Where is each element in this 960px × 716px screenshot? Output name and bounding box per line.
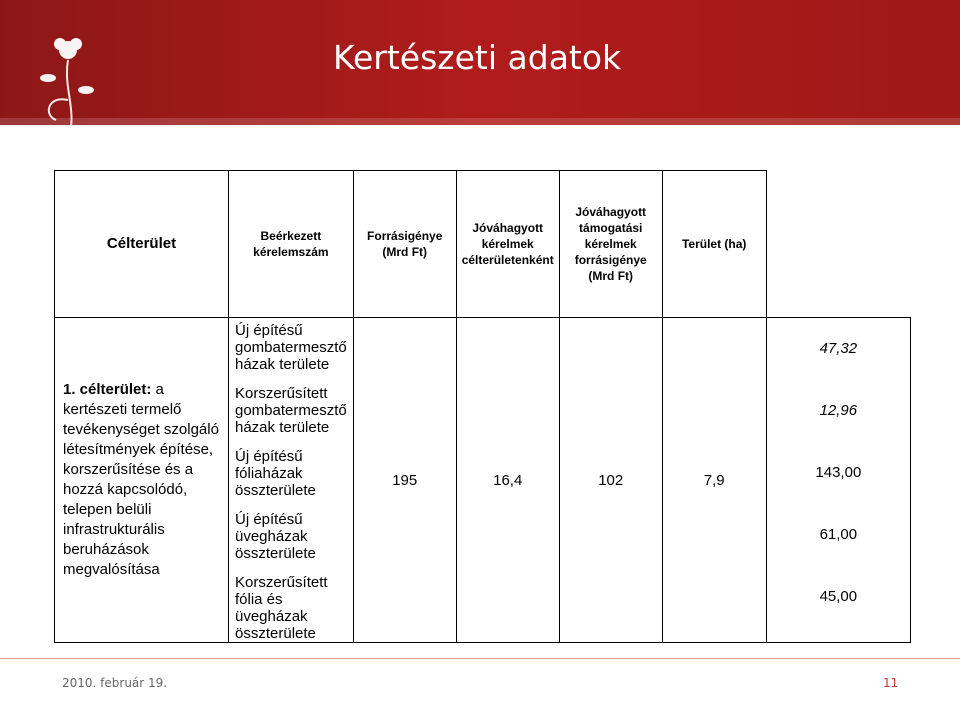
slide-header <box>0 0 960 125</box>
page-number: 11 <box>883 676 899 690</box>
received-applications-value: 195 <box>353 318 456 643</box>
area-value: 47,32 <box>819 340 858 357</box>
area-value: 143,00 <box>815 464 862 481</box>
table-row <box>55 318 911 643</box>
subcategory-item: Új építésű gombatermesztő házak területe <box>235 322 347 373</box>
header-area: Terület (ha) <box>662 171 766 318</box>
goal-description <box>55 318 229 643</box>
subcategory-item: Új építésű üvegházak összterülete <box>235 511 316 562</box>
subcategory-list <box>229 318 354 643</box>
subcategory-item: Korszerűsített gombatermesztő házak területe <box>235 385 347 436</box>
header-funding-need: Forrásigénye (Mrd Ft) <box>353 171 456 318</box>
footer-date: 2010. február 19. <box>62 676 168 690</box>
goal-text: a kertészeti termelő tevékenységet szolgáló létesítmények építése, korszerűsítése és a hozzá kapcsolódó, telepen belüli infrastrukturális beruházások megvalósítása <box>63 381 219 578</box>
approved-applications-value: 102 <box>559 318 662 643</box>
approved-funding-value: 7,9 <box>662 318 766 643</box>
area-value: 12,96 <box>819 402 858 419</box>
header-target-area: Célterület <box>55 171 229 318</box>
area-value: 61,00 <box>819 526 858 543</box>
table-header-row <box>55 171 911 318</box>
subcategory-item: Korszerűsített fólia és üvegházak összterülete <box>235 574 328 642</box>
slide-title: Kertészeti adatok <box>333 38 622 77</box>
area-value: 45,00 <box>819 588 858 605</box>
subcategory-item: Új építésű fóliaházak összterülete <box>235 448 316 499</box>
area-values <box>766 318 910 643</box>
goal-prefix: 1. célterület: <box>63 381 152 398</box>
funding-need-value: 16,4 <box>456 318 559 643</box>
header-approved-funding: Jóváhagyott támogatási kérelmek forrásigénye (Mrd Ft) <box>559 171 662 318</box>
header-received-applications: Beérkezett kérelemszám <box>229 171 354 318</box>
footer-divider <box>0 658 960 659</box>
header-approved-applications: Jóváhagyott kérelmek célterületenként <box>456 171 559 318</box>
horticulture-data-table <box>54 170 911 643</box>
